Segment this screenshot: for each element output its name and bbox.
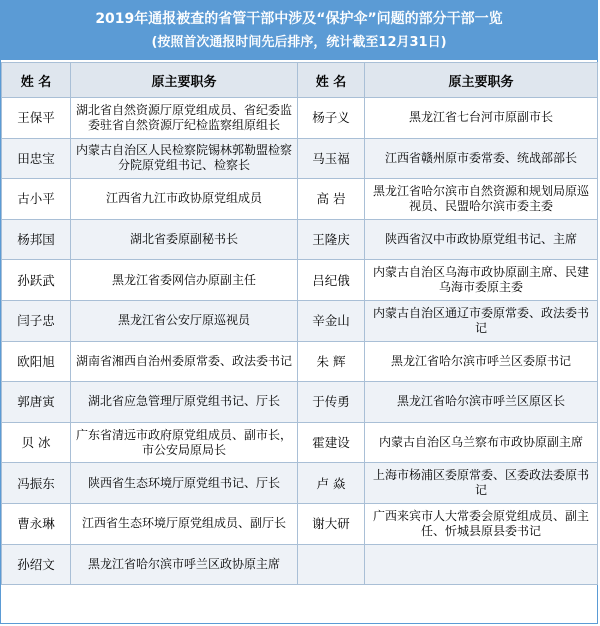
position-cell-right: 黑龙江省哈尔滨市呼兰区委原书记	[365, 341, 598, 382]
officials-table	[1, 62, 598, 585]
position-cell-left: 广东省清远市政府原党组成员、副市长，市公安局原局长	[71, 422, 298, 463]
name-cell-left: 杨邦国	[2, 219, 71, 260]
name-cell-right: 谢大研	[298, 503, 365, 544]
position-cell-right: 黑龙江省哈尔滨市呼兰区原区长	[365, 382, 598, 423]
table-row	[2, 544, 598, 585]
name-cell-right: 卢 焱	[298, 463, 365, 504]
name-cell-left: 曹永琳	[2, 503, 71, 544]
name-cell-right: 霍建设	[298, 422, 365, 463]
position-cell-left: 江西省九江市政协原党组成员	[71, 179, 298, 220]
name-cell-right: 于传勇	[298, 382, 365, 423]
position-cell-right: 内蒙古自治区乌海市政协原副主席、民建乌海市委原主委	[365, 260, 598, 301]
name-cell-left: 郭唐寅	[2, 382, 71, 423]
name-cell-right: 王隆庆	[298, 219, 365, 260]
position-cell-left: 湖北省应急管理厅原党组书记、厅长	[71, 382, 298, 423]
name-cell-left: 闫子忠	[2, 300, 71, 341]
table-row	[2, 382, 598, 423]
position-cell-left: 湖北省自然资源厅原党组成员、省纪委监委驻省自然资源厅纪检监察组原组长	[71, 98, 298, 139]
name-cell-right	[298, 544, 365, 585]
page-title: 2019年通报被查的省管干部中涉及“保护伞”问题的部分干部一览	[95, 11, 503, 27]
header-position-right: 原主要职务	[365, 63, 598, 98]
position-cell-left: 内蒙古自治区人民检察院锡林郭勒盟检察分院原党组书记、检察长	[71, 138, 298, 179]
table-row	[2, 422, 598, 463]
name-cell-left: 田忠宝	[2, 138, 71, 179]
name-cell-left: 孙绍文	[2, 544, 71, 585]
name-cell-right: 杨子义	[298, 98, 365, 139]
position-cell-left: 江西省生态环境厅原党组成员、副厅长	[71, 503, 298, 544]
position-cell-right: 广西来宾市人大常委会原党组成员、副主任、忻城县原县委书记	[365, 503, 598, 544]
table-row	[2, 219, 598, 260]
name-cell-right: 马玉福	[298, 138, 365, 179]
table-row	[2, 138, 598, 179]
position-cell-left: 黑龙江省委网信办原副主任	[71, 260, 298, 301]
name-cell-left: 王保平	[2, 98, 71, 139]
position-cell-left: 黑龙江省哈尔滨市呼兰区政协原主席	[71, 544, 298, 585]
position-cell-left: 陕西省生态环境厅原党组书记、厅长	[71, 463, 298, 504]
position-cell-right: 黑龙江省七台河市原副市长	[365, 98, 598, 139]
header-position-left: 原主要职务	[71, 63, 298, 98]
table-row	[2, 179, 598, 220]
table-row	[2, 98, 598, 139]
name-cell-left: 孙跃武	[2, 260, 71, 301]
name-cell-left: 冯振东	[2, 463, 71, 504]
name-cell-right: 朱 辉	[298, 341, 365, 382]
name-cell-right: 吕纪俄	[298, 260, 365, 301]
name-cell-left: 贝 冰	[2, 422, 71, 463]
position-cell-right: 陕西省汉中市政协原党组书记、主席	[365, 219, 598, 260]
position-cell-right: 黑龙江省哈尔滨市自然资源和规划局原巡视员、民盟哈尔滨市委主委	[365, 179, 598, 220]
table-row	[2, 341, 598, 382]
page-subtitle: (按照首次通报时间先后排序，统计截至12月31日)	[151, 35, 447, 50]
position-cell-right: 上海市杨浦区委原常委、区委政法委原书记	[365, 463, 598, 504]
position-cell-left: 湖北省委原副秘书长	[71, 219, 298, 260]
name-cell-left: 古小平	[2, 179, 71, 220]
header-name-right: 姓 名	[298, 63, 365, 98]
position-cell-right: 内蒙古自治区通辽市委原常委、政法委书记	[365, 300, 598, 341]
table-body	[2, 98, 598, 585]
position-cell-right	[365, 544, 598, 585]
header-row	[2, 63, 598, 98]
table-row	[2, 300, 598, 341]
position-cell-right: 内蒙古自治区乌兰察布市政协原副主席	[365, 422, 598, 463]
title-banner	[1, 1, 597, 60]
position-cell-right: 江西省赣州原市委常委、统战部部长	[365, 138, 598, 179]
name-cell-left: 欧阳旭	[2, 341, 71, 382]
table-row	[2, 503, 598, 544]
position-cell-left: 黑龙江省公安厅原巡视员	[71, 300, 298, 341]
table-row	[2, 260, 598, 301]
position-cell-left: 湖南省湘西自治州委原常委、政法委书记	[71, 341, 298, 382]
name-cell-right: 高 岩	[298, 179, 365, 220]
name-cell-right: 辛金山	[298, 300, 365, 341]
header-name-left: 姓 名	[2, 63, 71, 98]
table-row	[2, 463, 598, 504]
